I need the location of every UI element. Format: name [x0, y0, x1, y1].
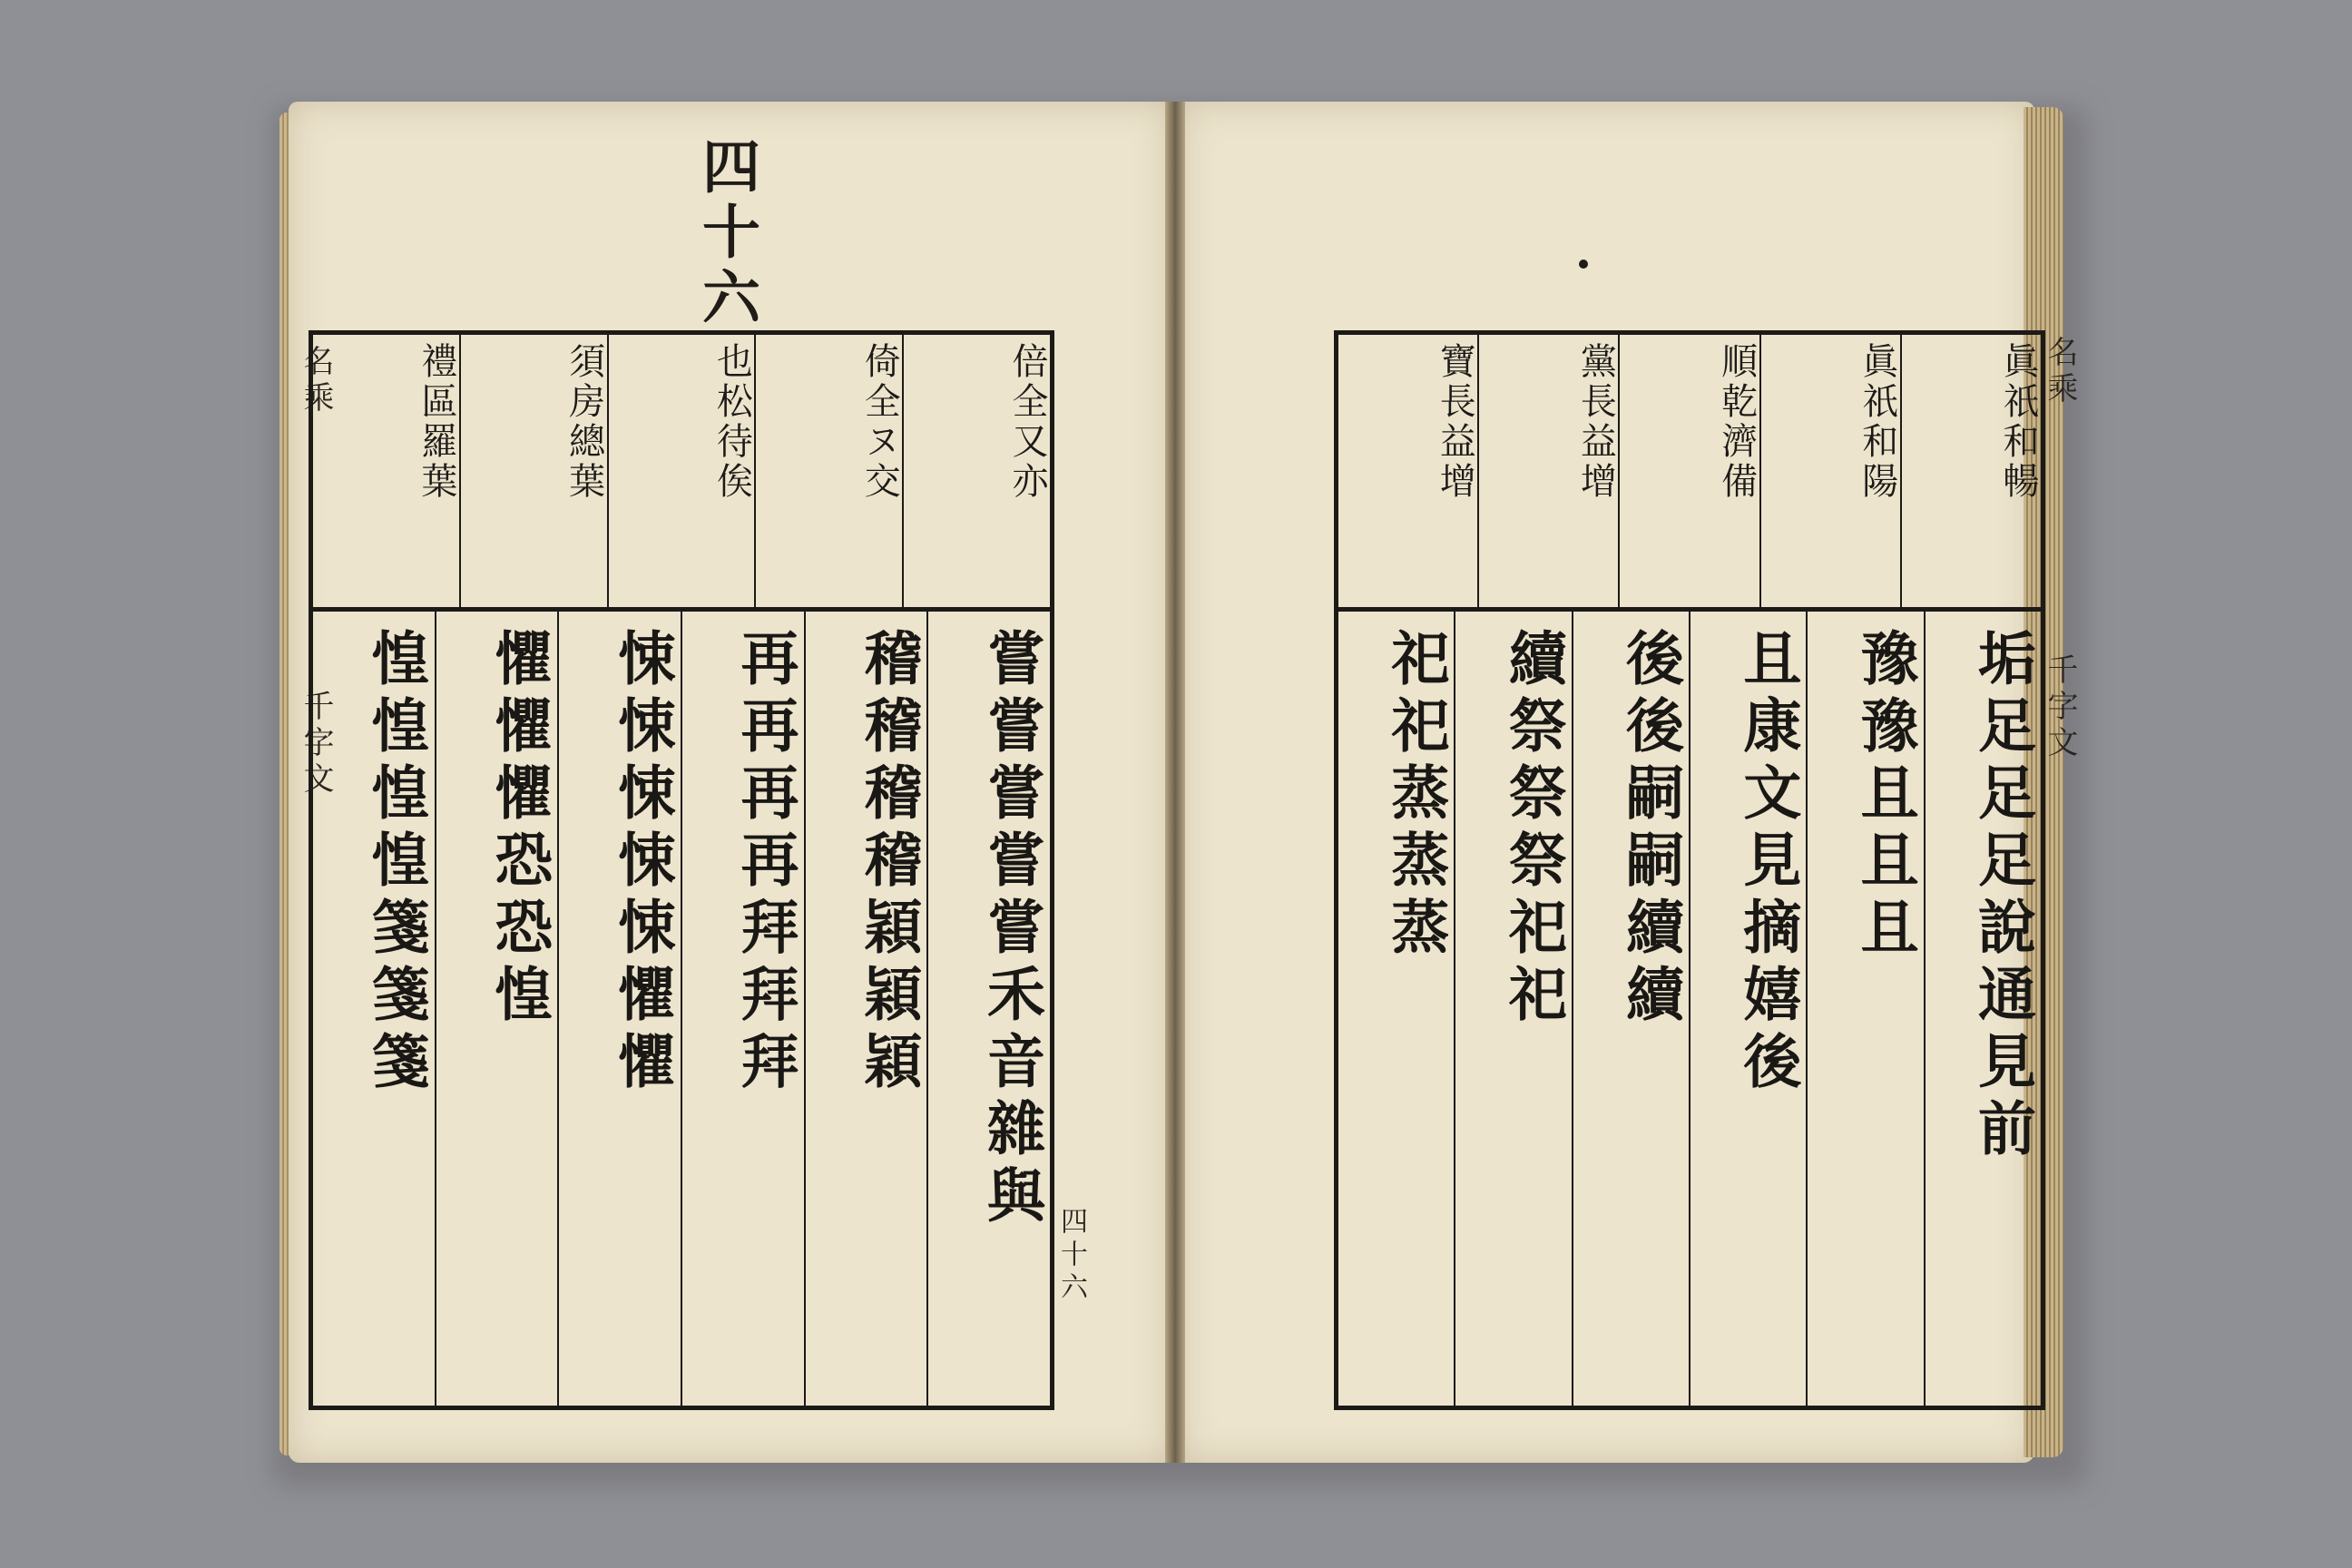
right-seal-column: 豫豫且且且 — [1806, 612, 1923, 1406]
left-upper-column: 須房總葉 — [459, 335, 607, 607]
right-upper-register — [1338, 335, 2041, 612]
left-seal-column: 稽稽稽稽穎穎穎 — [804, 612, 927, 1406]
left-seal-column: 悚悚悚悚悚懼懼 — [557, 612, 681, 1406]
right-seal-column: 續祭祭祭祀祀 — [1454, 612, 1571, 1406]
right-seal-column: 垢足足足說通見前 — [1924, 612, 2041, 1406]
right-upper-column: 寶長益增 — [1434, 342, 1476, 502]
left-upper-column: 倍全又亦 — [902, 335, 1050, 607]
right-upper-column: 眞祇和陽 — [1759, 335, 1900, 607]
right-upper-column: 黨長益增 — [1477, 335, 1618, 607]
left-upper-register — [313, 335, 1050, 612]
left-margin-label-2: 千字文 — [298, 690, 334, 799]
right-seal-column: 且康文見摘嬉後 — [1689, 612, 1806, 1406]
ink-dot — [1579, 260, 1588, 269]
left-margin-label-1: 名乘 — [298, 345, 334, 417]
left-lower-register — [313, 612, 1050, 1406]
right-seal-column: 祀祀蒸蒸蒸 — [1381, 628, 1450, 964]
left-seal-column: 嘗嘗嘗嘗嘗禾音雜與 — [926, 612, 1050, 1406]
left-margin-label-3: 四十六 — [1055, 1207, 1087, 1305]
left-seal-column: 再再再再拜拜拜 — [681, 612, 804, 1406]
right-text-frame — [1334, 330, 2045, 1410]
right-seal-column: 後後嗣嗣續續 — [1572, 612, 1689, 1406]
right-lower-register — [1338, 612, 2041, 1406]
book-gutter — [1165, 102, 1185, 1463]
right-margin-label-2: 千字文 — [2042, 653, 2078, 762]
left-upper-column: 倚全ヌ交 — [754, 335, 902, 607]
left-text-frame — [309, 330, 1054, 1410]
left-seal-column: 惶惶惶惶箋箋箋 — [361, 628, 430, 1098]
left-seal-column: 懼懼懼恐恐惶 — [435, 612, 558, 1406]
left-upper-column: 也松待俟 — [607, 335, 755, 607]
right-margin-label-1: 名乘 — [2042, 336, 2078, 408]
right-upper-column: 順乾濟備 — [1618, 335, 1759, 607]
folio-number: 四十六 — [692, 136, 760, 332]
right-upper-column: 眞祇和暢 — [1900, 335, 2041, 607]
left-upper-column: 禮區羅葉 — [415, 342, 457, 502]
